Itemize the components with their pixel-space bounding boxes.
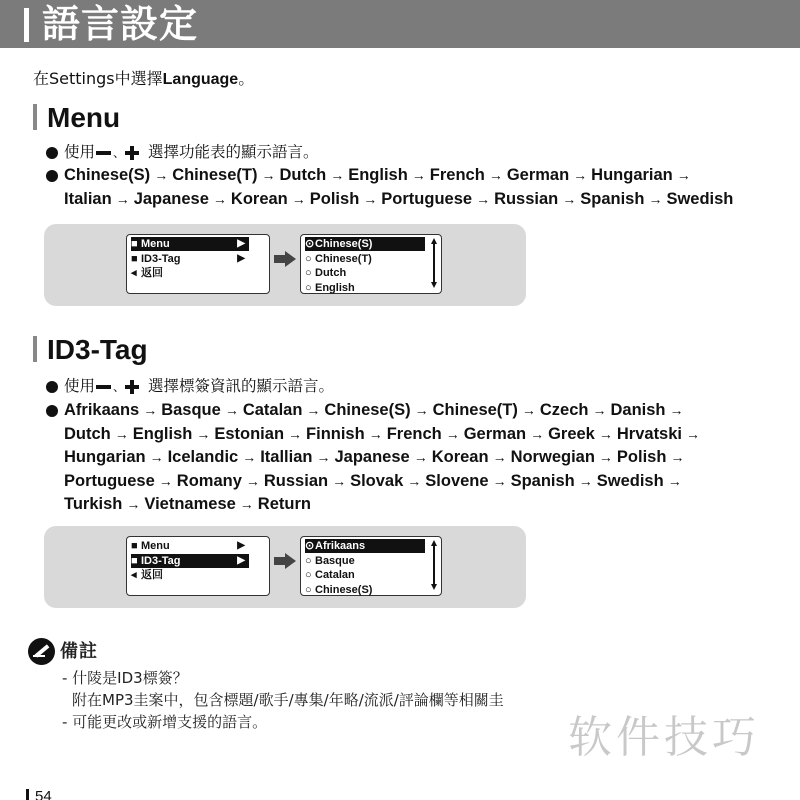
bullet-dot xyxy=(46,170,58,182)
language-line xyxy=(64,423,704,447)
page-bar xyxy=(26,789,29,800)
id3-screen-left xyxy=(126,536,270,596)
item-marker: ■ xyxy=(131,540,138,552)
arrow-icon: → xyxy=(407,472,422,489)
item-label: Chinese(S) xyxy=(315,238,373,250)
arrow-head xyxy=(285,553,296,569)
language-item: Finnish xyxy=(306,424,365,443)
item-label: Afrikaans xyxy=(315,540,366,552)
screen-menu-item xyxy=(131,554,249,568)
language-item: Chinese(T) xyxy=(432,401,518,419)
intro-keyword: Language xyxy=(162,71,239,88)
minus-button-icon xyxy=(96,151,111,155)
title-tick xyxy=(24,8,29,42)
page-number xyxy=(26,788,52,800)
arrow-icon: → xyxy=(212,190,227,207)
heading-bar xyxy=(33,336,37,362)
arrow-icon: → xyxy=(261,167,276,183)
arrow-icon: → xyxy=(413,449,428,465)
page-title: 語言設定 xyxy=(42,2,199,46)
arrow-head xyxy=(285,251,296,267)
arrow-icon: → xyxy=(330,167,345,183)
arrow-icon: → xyxy=(530,425,545,442)
screen-menu-item xyxy=(305,568,425,582)
arrow-icon: → xyxy=(492,472,507,489)
arrow-icon: → xyxy=(288,425,303,442)
id3-heading-text: ID3-Tag xyxy=(47,334,148,365)
arrow-icon: → xyxy=(306,402,321,418)
language-item: Return xyxy=(257,495,311,513)
heading-bar xyxy=(33,104,37,130)
language-item: German xyxy=(506,166,570,184)
language-item: Italian xyxy=(64,189,112,208)
language-item: English xyxy=(348,166,408,184)
language-item: Greek xyxy=(548,424,595,443)
language-item: Chinese(T) xyxy=(172,166,258,184)
screen-menu-item xyxy=(305,266,425,280)
arrow-icon: → xyxy=(573,167,588,183)
arrow-icon: → xyxy=(445,425,460,442)
language-item: Dutch xyxy=(279,166,327,184)
arrow-icon: → xyxy=(414,402,429,418)
scroll-track xyxy=(433,244,435,282)
menu-instruction-text xyxy=(64,141,318,166)
menu-screen-left xyxy=(126,234,270,294)
arrow-icon: → xyxy=(149,449,164,465)
arrow-icon: → xyxy=(224,402,239,418)
screen-menu-item xyxy=(305,554,425,568)
arrow-icon: → xyxy=(686,425,700,442)
language-line xyxy=(64,399,704,423)
language-item: Chinese(S) xyxy=(64,166,151,184)
language-item: German xyxy=(463,424,527,443)
item-marker: ○ xyxy=(305,267,312,279)
arrow-icon: → xyxy=(411,167,426,183)
item-marker: ■ xyxy=(131,238,138,250)
arrow-icon: → xyxy=(492,449,507,465)
item-label: English xyxy=(315,281,355,294)
language-line xyxy=(64,470,704,494)
language-item: Russian xyxy=(494,189,559,208)
language-item: Czech xyxy=(539,401,589,419)
language-item: Korean xyxy=(431,448,489,466)
scroll-down-icon xyxy=(431,282,437,288)
arrow-icon: → xyxy=(562,190,577,207)
language-item: Portuguese xyxy=(64,471,155,490)
bullet-dot xyxy=(46,147,58,159)
language-item: Polish xyxy=(616,448,667,466)
watermark: 软件技巧 xyxy=(568,712,760,763)
language-line xyxy=(64,164,733,188)
bullet-dot xyxy=(46,381,58,393)
language-item: Spanish xyxy=(580,189,645,208)
item-marker: ○ xyxy=(305,569,312,581)
language-item: Hungarian xyxy=(591,166,673,184)
separator-comma: 、 xyxy=(113,380,126,394)
arrow-icon: → xyxy=(115,190,130,207)
language-item: Portuguese xyxy=(381,189,473,208)
arrow-icon: → xyxy=(196,425,211,442)
arrow-icon: → xyxy=(521,402,536,418)
intro-prefix: 在Settings中選擇 xyxy=(33,69,163,88)
language-item: Swedish xyxy=(666,189,734,208)
use-label: 使用 xyxy=(64,377,96,395)
right-arrow-icon xyxy=(274,251,296,267)
language-item: Swedish xyxy=(596,471,664,490)
id3-section-heading xyxy=(33,334,148,366)
screen-menu-item xyxy=(131,252,249,266)
arrow-icon: → xyxy=(669,402,684,418)
language-item: Norwegian xyxy=(510,448,595,466)
menu-screen-right xyxy=(300,234,442,294)
submenu-arrow-icon: ▶ xyxy=(237,540,245,551)
intro-line xyxy=(33,68,254,91)
menu-instruction-body: 選擇功能表的顯示語言。 xyxy=(147,143,319,161)
id3-screens-panel xyxy=(44,526,526,608)
arrow-icon: → xyxy=(126,496,141,512)
item-label: 返回 xyxy=(141,569,163,581)
language-item: Russian xyxy=(263,471,329,490)
arrow-icon: → xyxy=(143,402,158,418)
scroll-down-icon xyxy=(431,584,437,590)
item-label: Catalan xyxy=(315,569,355,581)
language-item: Korean xyxy=(230,189,288,208)
arrow-icon: → xyxy=(316,449,331,465)
language-item: Afrikaans xyxy=(64,401,140,419)
separator-comma: 、 xyxy=(113,146,126,160)
menu-screens-panel xyxy=(44,224,526,306)
item-label: Menu xyxy=(141,238,170,250)
item-marker: ○ xyxy=(305,252,312,265)
arrow-icon: → xyxy=(245,472,260,489)
submenu-arrow-icon: ▶ xyxy=(237,252,245,264)
page-number-text: 54 xyxy=(35,788,52,800)
language-item: Polish xyxy=(309,189,360,208)
item-label: Basque xyxy=(315,554,355,567)
language-item: Dutch xyxy=(64,424,111,443)
language-item: Itallian xyxy=(260,448,313,466)
language-item: English xyxy=(132,424,193,443)
note-line: - 可能更改或新增支援的語言。 xyxy=(62,713,268,731)
screen-menu-item xyxy=(305,539,425,553)
language-item: Catalan xyxy=(242,401,303,419)
right-arrow-icon xyxy=(274,553,296,569)
language-line xyxy=(64,493,704,517)
arrow-icon: → xyxy=(158,472,173,489)
language-item: Estonian xyxy=(214,424,285,443)
intro-suffix: 。 xyxy=(238,69,255,88)
item-label: Dutch xyxy=(315,267,347,279)
plus-button-icon xyxy=(125,146,139,160)
item-marker: ○ xyxy=(305,281,312,294)
screen-menu-item xyxy=(305,252,425,266)
screen-menu-item xyxy=(131,568,249,582)
language-item: Chinese(S) xyxy=(324,401,411,419)
language-item: Japanese xyxy=(334,448,410,466)
arrow-icon: → xyxy=(488,167,503,183)
arrow-icon: → xyxy=(154,167,169,183)
submenu-arrow-icon: ▶ xyxy=(237,238,245,249)
plus-button-icon xyxy=(125,380,139,394)
title-bar xyxy=(0,0,800,48)
menu-language-list xyxy=(64,164,733,211)
menu-section-heading xyxy=(33,102,120,134)
item-label: ID3-Tag xyxy=(141,252,181,265)
item-label: Chinese(S) xyxy=(315,583,373,596)
language-item: French xyxy=(386,424,442,443)
bullet-dot xyxy=(46,405,58,417)
language-item: Turkish xyxy=(64,495,123,513)
scroll-track xyxy=(433,546,435,584)
item-marker: ○ xyxy=(305,583,312,596)
language-item: Basque xyxy=(161,401,221,419)
arrow-icon: → xyxy=(667,472,682,489)
arrow-icon: → xyxy=(578,472,593,489)
pen-note-icon xyxy=(28,638,55,665)
note-line: - 什陵是ID3標簽？ xyxy=(62,669,188,687)
scrollbar-icon xyxy=(431,540,437,590)
note-line: 附在MP3圭案中，包含標題/歌手/專集/年略/流派/評論欄等相關圭 xyxy=(72,691,504,709)
arrow-icon: → xyxy=(670,449,685,465)
item-marker: ■ xyxy=(131,554,138,567)
pen-line xyxy=(33,655,45,657)
item-label: Chinese(T) xyxy=(315,252,372,265)
submenu-arrow-icon: ▶ xyxy=(237,554,245,566)
item-marker: ◂ xyxy=(131,569,137,581)
id3-screen-right xyxy=(300,536,442,596)
arrow-icon: → xyxy=(676,167,691,183)
screen-menu-item xyxy=(131,539,249,553)
id3-instruction-body: 選擇標簽資訊的顯示語言。 xyxy=(147,377,334,395)
item-label: Menu xyxy=(141,540,170,552)
screen-menu-item xyxy=(305,281,425,295)
id3-language-list xyxy=(64,399,704,517)
arrow-icon: → xyxy=(592,402,607,418)
language-line xyxy=(64,446,704,470)
use-label: 使用 xyxy=(64,143,96,161)
arrow-icon: → xyxy=(332,472,347,489)
screen-menu-item xyxy=(131,266,249,280)
arrow-icon: → xyxy=(648,190,663,207)
language-line xyxy=(64,188,733,212)
screen-menu-item xyxy=(131,237,249,251)
item-marker: ○ xyxy=(305,554,312,567)
language-item: Icelandic xyxy=(167,448,239,466)
item-marker: ◂ xyxy=(131,267,137,279)
arrow-icon: → xyxy=(114,425,129,442)
language-item: Danish xyxy=(610,401,666,419)
language-item: Japanese xyxy=(133,189,209,208)
language-item: Hrvatski xyxy=(616,424,682,443)
arrow-icon: → xyxy=(239,496,254,512)
arrow-icon: → xyxy=(476,190,491,207)
id3-instruction-text xyxy=(64,375,334,400)
language-item: Hungarian xyxy=(64,448,146,466)
item-marker: ⊙ xyxy=(305,540,315,552)
arrow-icon: → xyxy=(291,190,306,207)
language-item: Romany xyxy=(176,471,242,490)
item-marker: ■ xyxy=(131,252,138,265)
arrow-icon: → xyxy=(363,190,378,207)
note-title: 備註 xyxy=(60,641,98,662)
item-label: ID3-Tag xyxy=(141,554,181,567)
minus-button-icon xyxy=(96,385,111,389)
menu-heading-text: Menu xyxy=(47,102,121,133)
item-marker: ⊙ xyxy=(305,238,315,250)
arrow-icon: → xyxy=(598,425,613,442)
language-item: Slovak xyxy=(350,471,404,490)
language-item: French xyxy=(429,166,485,184)
arrow-icon: → xyxy=(242,449,257,465)
screen-menu-item xyxy=(305,583,425,597)
arrow-icon: → xyxy=(368,425,383,442)
item-label: 返回 xyxy=(141,267,163,279)
screen-menu-item xyxy=(305,237,425,251)
language-item: Vietnamese xyxy=(144,495,236,513)
arrow-icon: → xyxy=(598,449,613,465)
scrollbar-icon xyxy=(431,238,437,288)
language-item: Slovene xyxy=(425,471,489,490)
language-item: Spanish xyxy=(510,471,575,490)
